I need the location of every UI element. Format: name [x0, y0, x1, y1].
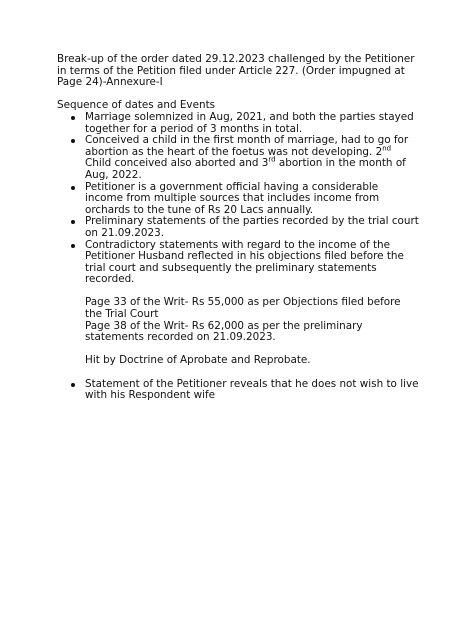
bullet-icon	[71, 186, 75, 190]
list-item	[57, 112, 419, 135]
doctrine-note: Hit by Doctrine of Aprobate and Reprobate.	[85, 354, 311, 367]
event-text: Marriage solemnized in Aug, 2021, and both the parties stayed together for a period of 3 months in total.	[85, 110, 414, 135]
bullet-icon	[71, 116, 75, 120]
section-title: Sequence of dates and Events	[57, 99, 216, 112]
event-text-pre: Conceived a child in the first month of marriage, had to go for abortion as the heart of the foetus was not developing. 2	[85, 134, 409, 158]
page-reference: Page 38 of the Writ- Rs 62,000 as per the preliminary statements recorded on 21.09.2023.	[85, 319, 363, 344]
page-reference: Page 33 of the Writ- Rs 55,000 as per Objections filed before the Trial Court	[85, 296, 401, 321]
bullet-icon	[71, 383, 75, 387]
final-list	[57, 379, 419, 402]
bullet-icon	[71, 220, 75, 224]
bullet-icon	[71, 244, 75, 248]
events-list	[57, 112, 419, 286]
final-point-text: Statement of the Petitioner reveals that he does not wish to live with his Respondent wife	[85, 377, 419, 402]
ordinal-suffix: rd	[268, 155, 276, 164]
document-heading: Break-up of the order dated 29.12.2023 challenged by the Petitioner in terms of the Petition filed under Article 227. (Order impugned at Page 24)-Annexure-I	[57, 53, 415, 89]
bullet-icon	[71, 139, 75, 143]
event-text-post: abortion in the month of Aug, 2022.	[85, 157, 406, 181]
list-item	[57, 182, 419, 217]
document-body	[57, 54, 419, 402]
list-item	[57, 240, 419, 286]
event-text: Contradictory statements with regard to the income of the Petitioner Husband reflected in his objections filed before the trial court and subsequently the preliminary statements recorded.	[85, 238, 404, 286]
list-item	[57, 379, 419, 402]
list-item	[57, 135, 419, 181]
event-text: Preliminary statements of the parties recorded by the trial court on 21.09.2023.	[85, 215, 419, 239]
event-text: Petitioner is a government official having a considerable income from multiple sources that includes income from orchards to the tune of Rs 20 Lacs annually.	[85, 180, 380, 216]
list-item	[57, 216, 419, 239]
event-text-mid: Child conceived also aborted and 3	[85, 157, 269, 170]
ordinal-suffix: nd	[382, 144, 392, 153]
